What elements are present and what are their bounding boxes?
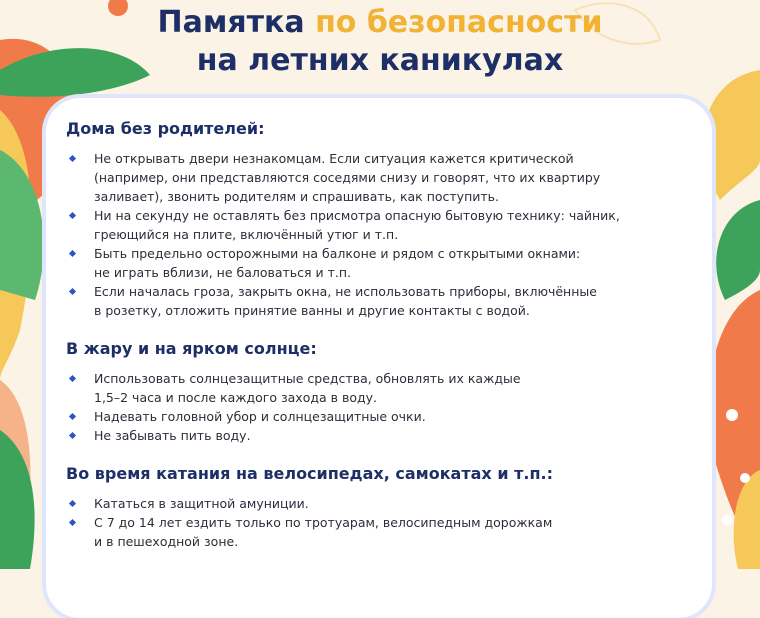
title-line2: на летних каникулах	[196, 43, 564, 78]
white-dot-right-1	[726, 409, 738, 421]
title-line1-plain: Памятка	[157, 5, 316, 40]
list-item: Надевать головной убор и солнцезащитные очки.	[66, 407, 690, 426]
section-heat-sun	[66, 338, 690, 445]
bullet-list	[66, 494, 690, 551]
list-item: Кататься в защитной амуниции.	[66, 494, 690, 513]
diamond-bullet-icon	[69, 413, 76, 420]
diamond-bullet-icon	[69, 432, 76, 439]
title-line1-accent: по безопасности	[315, 5, 603, 40]
section-heading: Во время катания на велосипедах, самокатах и т.п.:	[66, 464, 553, 483]
diamond-bullet-icon	[69, 212, 76, 219]
white-dot-right-2	[740, 473, 750, 483]
green-leaf-left-bottom	[0, 430, 35, 569]
list-item: С 7 до 14 лет ездить только по тротуарам, велосипедным дорожкам и в пешеходной зоне.	[66, 513, 690, 551]
white-dot-right-3	[722, 515, 732, 525]
diamond-bullet-icon	[69, 155, 76, 162]
yellow-leaf-right-top	[704, 70, 760, 200]
green-leaf-right	[716, 200, 760, 300]
page-title	[0, 4, 760, 80]
section-heading: Дома без родителей:	[66, 119, 265, 138]
section-heading: В жару и на ярком солнце:	[66, 339, 317, 358]
list-item: Использовать солнцезащитные средства, обновлять их каждые 1,5–2 часа и после каждого захода в воду.	[66, 369, 690, 407]
bullet-list	[66, 369, 690, 445]
diamond-bullet-icon	[69, 375, 76, 382]
diamond-bullet-icon	[69, 500, 76, 507]
list-item: Быть предельно осторожными на балконе и рядом с открытыми окнами: не играть вблизи, не баловаться и т.п.	[66, 244, 690, 282]
section-cycling	[66, 463, 690, 551]
diamond-bullet-icon	[69, 250, 76, 257]
list-item: Если началась гроза, закрыть окна, не использовать приборы, включённые в розетку, отложить принятие ванны и другие контакты с водой.	[66, 282, 690, 320]
diamond-bullet-icon	[69, 519, 76, 526]
diamond-bullet-icon	[69, 288, 76, 295]
list-item: Не открывать двери незнакомцам. Если ситуация кажется критической (например, они представляются соседями снизу и говорят, что их квартиру заливает), звонить родителям и спрашивать, как поступить.	[66, 149, 690, 206]
content-card	[46, 98, 712, 618]
list-item: Не забывать пить воду.	[66, 426, 690, 445]
list-item: Ни на секунду не оставлять без присмотра опасную бытовую технику: чайник, греющийся на плите, включённый утюг и т.п.	[66, 206, 690, 244]
bullet-list	[66, 149, 690, 320]
section-home-alone	[66, 118, 690, 320]
